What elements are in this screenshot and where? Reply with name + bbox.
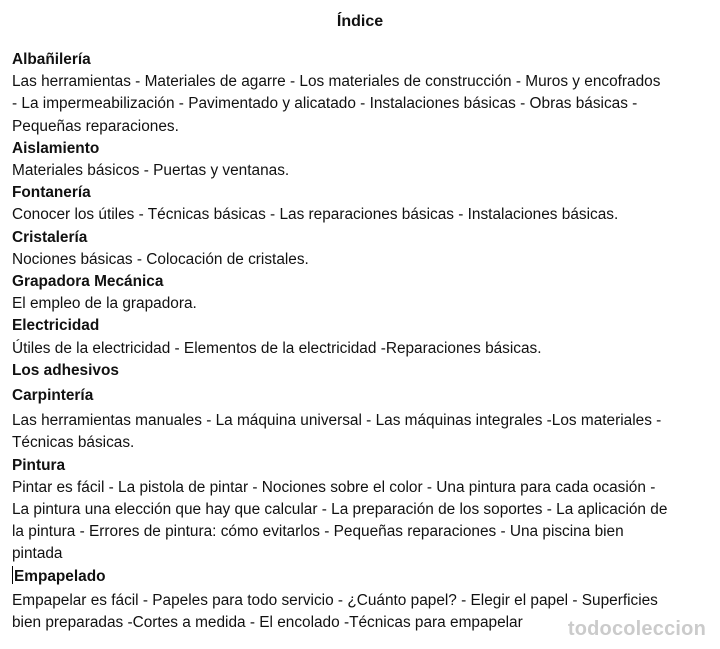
section-heading-grapadora: Grapadora Mecánica [12, 273, 164, 291]
document-title: Índice [336, 13, 384, 30]
section-line: Las herramientas manuales - La máquina universal - Las máquinas integrales -Los materiales - [12, 412, 662, 430]
section-line: Nociones básicas - Colocación de cristales. [12, 250, 309, 268]
text-cursor [12, 566, 13, 584]
section-heading-albanileria: Albañilería [12, 51, 91, 68]
section-line: la pintura - Errores de pintura: cómo evitarlos - Pequeñas reparaciones - Una piscina bien [12, 523, 624, 541]
section-heading-pintura: Pintura [12, 456, 66, 474]
section-line: Técnicas básicas. [12, 434, 135, 452]
section-line: Las herramientas - Materiales de agarre - Los materiales de construcción - Muros y encofrados [12, 73, 661, 91]
document-body [12, 49, 716, 634]
section-heading-empapelado: Empapelado [14, 567, 106, 585]
section-heading-cristaleria: Cristalería [12, 228, 88, 246]
section-heading-carpinteria: Carpintería [12, 387, 94, 405]
section-line: La pintura una elección que hay que calcular - La preparación de los soportes - La aplicación de [12, 501, 668, 519]
section-line: Conocer los útiles - Técnicas básicas - Las reparaciones básicas - Instalaciones básicas. [12, 206, 619, 224]
section-line: Pintar es fácil - La pistola de pintar - Nociones sobre el color - Una pintura para cada ocasión - [12, 478, 656, 496]
section-line: - La impermeabilización - Pavimentado y alicatado - Instalaciones básicas - Obras básicas - [12, 95, 638, 113]
section-heading-electricidad: Electricidad [12, 317, 100, 335]
section-line: El empleo de la grapadora. [12, 295, 197, 313]
section-line: bien preparadas -Cortes a medida - El encolado -Técnicas para empapelar [12, 614, 523, 632]
section-line: pintada [12, 545, 63, 563]
section-heading-empapelado-row [12, 566, 716, 588]
watermark-logo: todocoleccion [567, 618, 706, 640]
section-heading-fontaneria: Fontanería [12, 184, 91, 202]
section-line: Materiales básicos - Puertas y ventanas. [12, 162, 290, 180]
section-line: Pequeñas reparaciones. [12, 117, 179, 135]
section-line: Útiles de la electricidad - Elementos de la electricidad -Reparaciones básicas. [12, 339, 542, 357]
section-line: Empapelar es fácil - Papeles para todo servicio - ¿Cuánto papel? - Elegir el papel - Superficies [12, 591, 658, 609]
section-heading-adhesivos: Los adhesivos [12, 361, 119, 379]
section-heading-aislamiento: Aislamiento [12, 139, 100, 157]
